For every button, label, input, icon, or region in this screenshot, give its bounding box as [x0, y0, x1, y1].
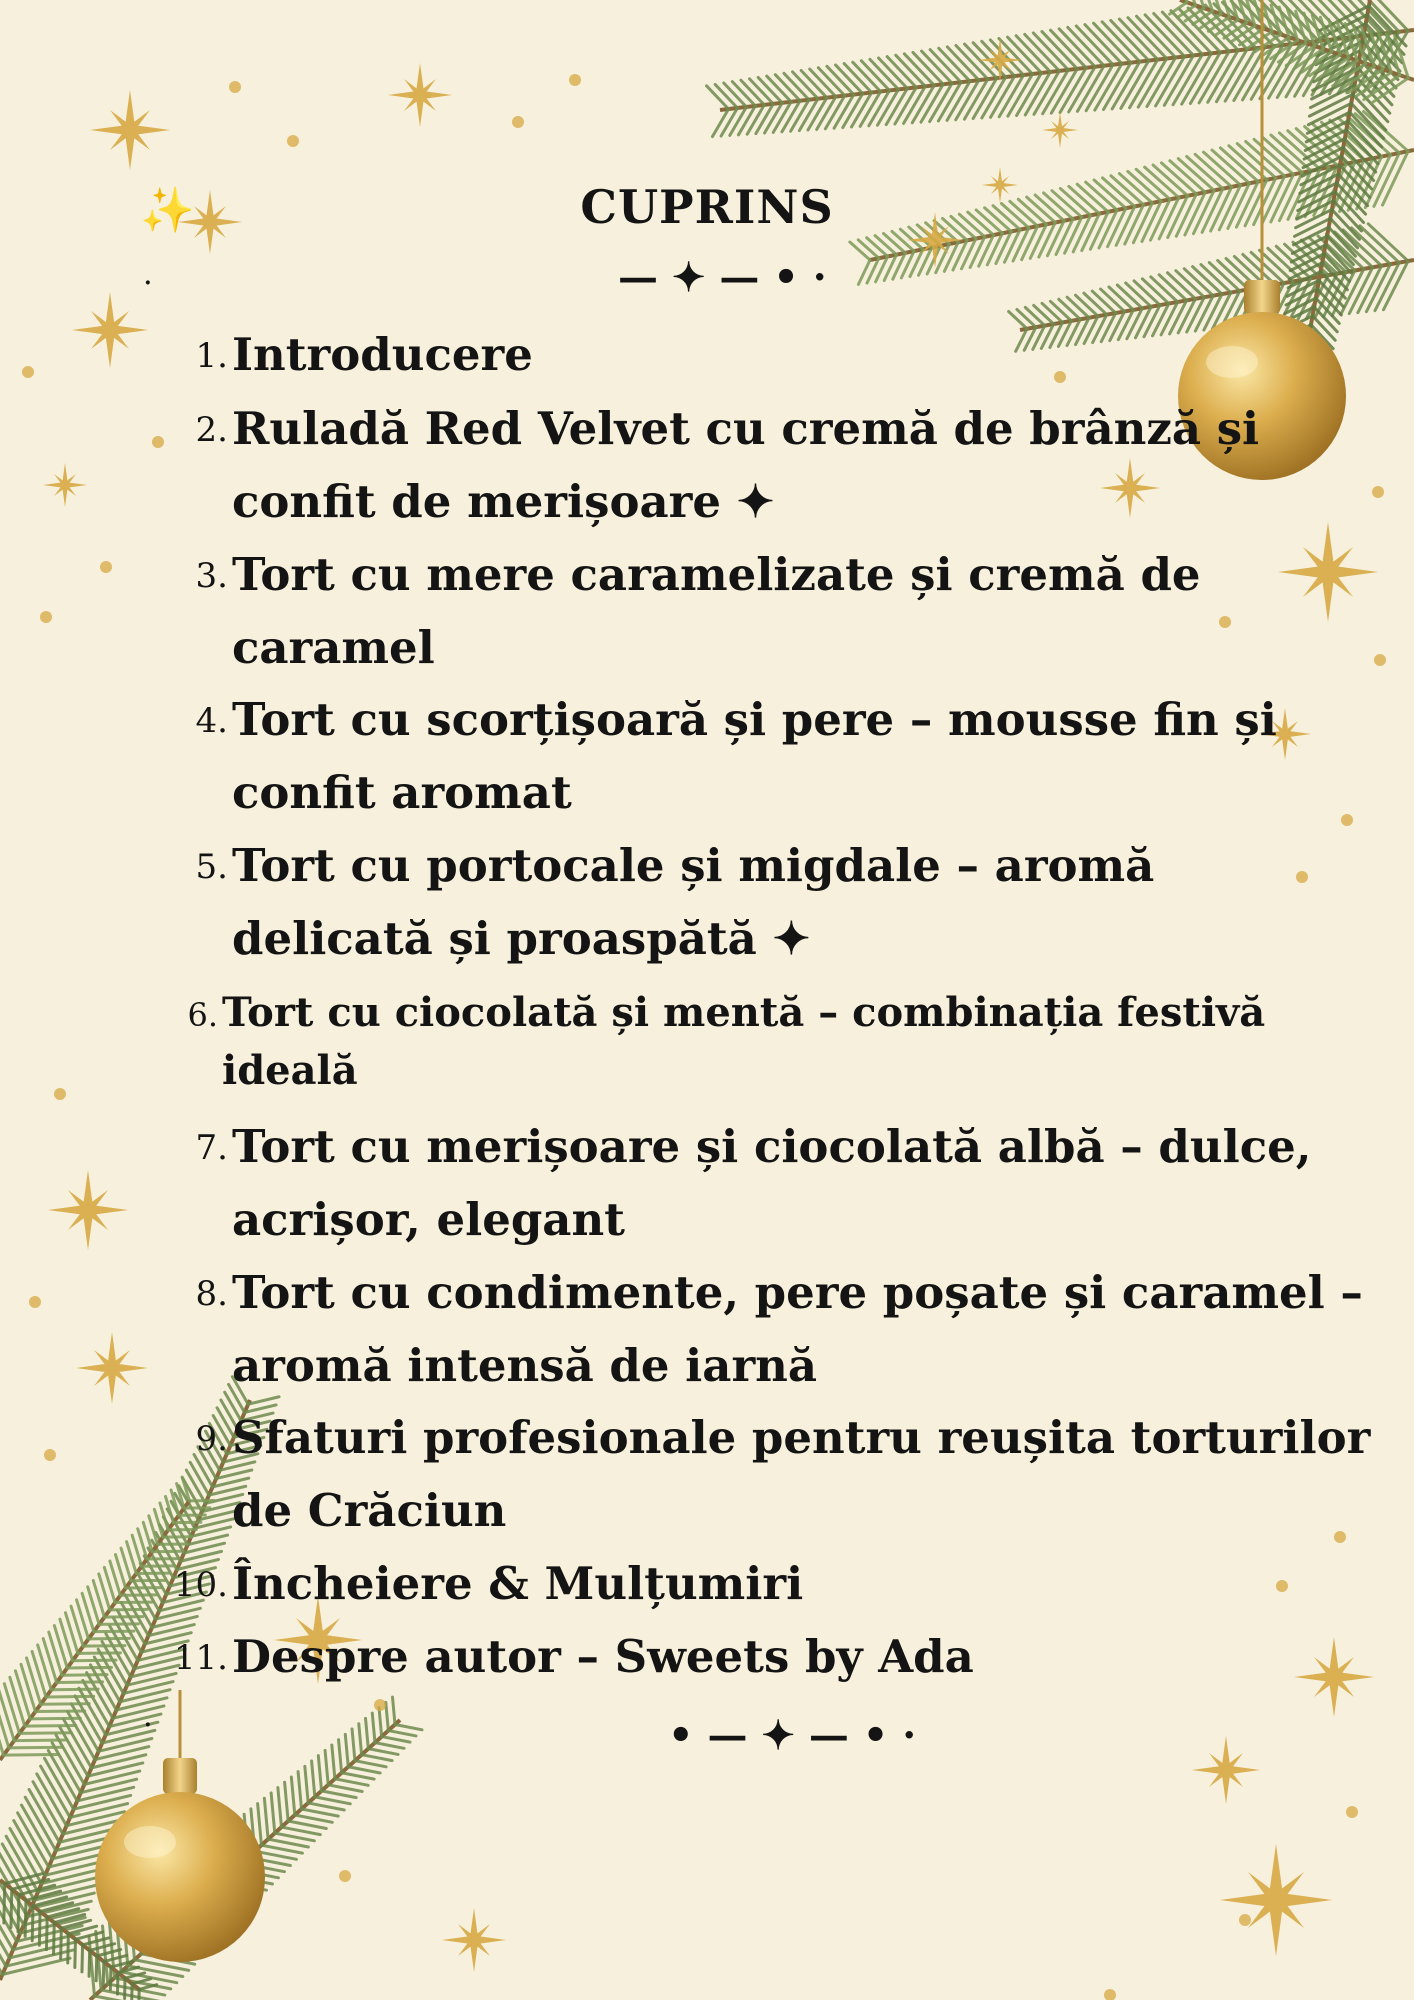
star-icon: [388, 63, 452, 127]
toc-entry-text: Despre autor – Sweets by Ada: [232, 1630, 974, 1683]
toc-entry-number: 10.: [173, 1565, 228, 1605]
star-icon: [43, 463, 87, 507]
title-divider: — ✦ — • ·: [618, 254, 827, 301]
toc-entry-number: 2.: [195, 410, 228, 450]
sparkle-icon: ✨: [140, 185, 195, 236]
decorative-dot: ·: [144, 1712, 152, 1738]
toc-entry-text: Introducere: [232, 328, 533, 381]
toc-entry-text: delicată și proaspătă ✦: [232, 912, 811, 965]
star-icon: [76, 1332, 148, 1404]
toc-entry-number: 11.: [173, 1638, 228, 1678]
star-icon: [1192, 1736, 1260, 1804]
toc-entry-text: de Crăciun: [232, 1484, 507, 1537]
toc-entry-text: confit aromat: [232, 766, 572, 819]
toc-entry-number: 7.: [195, 1128, 228, 1168]
star-icon: [1042, 112, 1078, 148]
toc-entry-number: 5.: [195, 847, 228, 887]
toc-entry-text: confit de merișoare ✦: [232, 475, 775, 528]
toc-entry-number: 6.: [187, 996, 218, 1034]
star-icon: [442, 1908, 506, 1972]
toc-entry-text: Tort cu scorțișoară și pere – mousse fin și: [232, 693, 1277, 746]
toc-entry-text: ideală: [222, 1047, 358, 1094]
toc-entry-text: caramel: [232, 621, 435, 674]
toc-entry-number: 9.: [195, 1419, 228, 1459]
star-icon: [48, 1170, 128, 1250]
bottom-divider: • — ✦ — • ·: [668, 1712, 917, 1759]
toc-entry-number: 3.: [195, 556, 228, 596]
star-icon: [1278, 522, 1378, 622]
star-icon: [1100, 458, 1160, 518]
toc-entry-number: 4.: [195, 701, 228, 741]
toc-entry-text: Tort cu merișoare și ciocolată albă – dulce,: [232, 1120, 1312, 1173]
toc-entry-text: aromă intensă de iarnă: [232, 1339, 818, 1392]
toc-entry-text: Tort cu mere caramelizate și cremă de: [232, 548, 1201, 601]
toc-entry-text: Tort cu ciocolată și mentă – combinația festivă: [222, 989, 1266, 1036]
star-icon: [1220, 1844, 1332, 1956]
star-icon: [1294, 1637, 1374, 1717]
toc-entry-text: Tort cu portocale și migdale – aromă: [232, 839, 1155, 892]
toc-entry-text: Tort cu condimente, pere poșate și caramel –: [232, 1266, 1363, 1319]
toc-entry-text: Încheiere & Mulțumiri: [232, 1557, 804, 1610]
toc-entry-number: 8.: [195, 1274, 228, 1314]
decorative-dot: ·: [144, 270, 152, 296]
toc-entry-text: Sfaturi profesionale pentru reușita torturilor: [232, 1411, 1371, 1464]
star-icon: [90, 90, 170, 170]
toc-entry-text: Ruladă Red Velvet cu cremă de brânză și: [232, 402, 1260, 455]
toc-entry-number: 1.: [195, 336, 228, 376]
page-title: CUPRINS: [580, 180, 834, 234]
toc-entry-text: acrișor, elegant: [232, 1193, 625, 1246]
